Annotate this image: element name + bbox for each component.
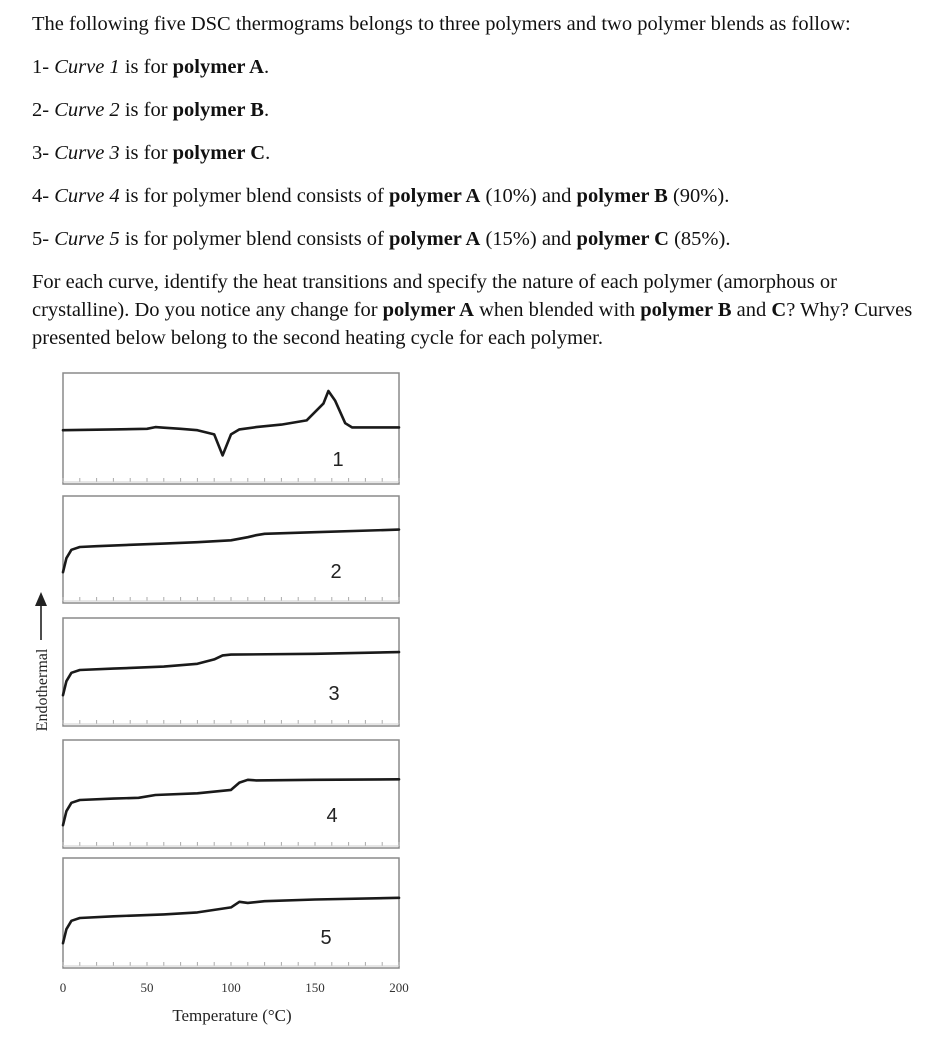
question-bold-c: C: [771, 299, 787, 321]
panel-frame: [63, 618, 399, 726]
item-b1: polymer A: [389, 228, 481, 250]
question-text-4: ? Why? Curves presented below belong to the second heating cycle for each polymer.: [32, 299, 913, 349]
item-pre: is for polymer blend consists of: [119, 228, 390, 250]
item-b2: polymer B: [576, 185, 668, 207]
item-b1: polymer A: [172, 56, 264, 78]
x-tick-label: 0: [59, 980, 67, 995]
item-end: .: [725, 228, 731, 250]
x-axis-label: Temperature (°C): [172, 1006, 292, 1025]
panel-frame: [63, 740, 399, 848]
item-num: 1-: [32, 56, 55, 78]
intro-sentence: The following five DSC thermograms belongs to three polymers and two polymer blends as follow:: [32, 13, 851, 35]
item-num: 5-: [32, 228, 55, 250]
x-tick-label: 100: [221, 980, 241, 995]
item-end: .: [263, 56, 270, 78]
item-p1: (10%): [485, 185, 537, 207]
item-curve: Curve 5: [54, 228, 120, 250]
x-tick-label: 150: [305, 980, 325, 995]
item-end: .: [724, 185, 730, 207]
item-p1: (15%): [485, 228, 537, 250]
curve-label-2: 2: [330, 561, 342, 583]
item-end: .: [265, 142, 271, 164]
curve-label-3: 3: [328, 683, 340, 705]
item-num: 3-: [32, 142, 55, 164]
panel-frame: [63, 858, 399, 968]
item-end: .: [263, 99, 270, 121]
item-p2: (85%): [668, 228, 726, 250]
y-axis-label: Endothermal: [34, 648, 51, 732]
item-num: 2-: [32, 99, 55, 121]
question-text-3: and: [731, 299, 772, 321]
item-b1: polymer B: [172, 99, 264, 121]
question-bold-polymer-a: polymer A: [382, 299, 474, 321]
x-tick-label: 200: [389, 980, 409, 995]
y-axis-arrow-head: [35, 592, 47, 606]
item-pre: is for: [119, 142, 173, 164]
x-tick-label: 50: [140, 980, 154, 995]
item-p2: (90%): [667, 185, 725, 207]
question-text-1: For each curve, identify the heat transitions and specify the nature of each polymer (amorphous or crystalline). Do you notice any change for: [32, 271, 837, 321]
item-b2: polymer C: [576, 228, 669, 250]
curve-label-1: 1: [332, 449, 344, 471]
panel-frame: [63, 496, 399, 603]
item-mid2: and: [536, 185, 577, 207]
item-pre: is for polymer blend consists of: [119, 185, 390, 207]
item-b1: polymer C: [172, 142, 266, 164]
curve-label-4: 4: [326, 805, 338, 827]
item-curve: Curve 2: [54, 99, 120, 121]
item-pre: is for: [119, 56, 173, 78]
curve-label-5: 5: [320, 927, 332, 949]
item-pre: is for: [119, 99, 173, 121]
item-curve: Curve 3: [54, 142, 120, 164]
item-mid2: and: [536, 228, 577, 250]
item-curve: Curve 4: [54, 185, 120, 207]
question-bold-polymer-b: polymer B: [640, 299, 732, 321]
question-text-2: when blended with: [473, 299, 641, 321]
item-curve: Curve 1: [54, 56, 120, 78]
item-num: 4-: [32, 185, 55, 207]
item-b1: polymer A: [389, 185, 481, 207]
